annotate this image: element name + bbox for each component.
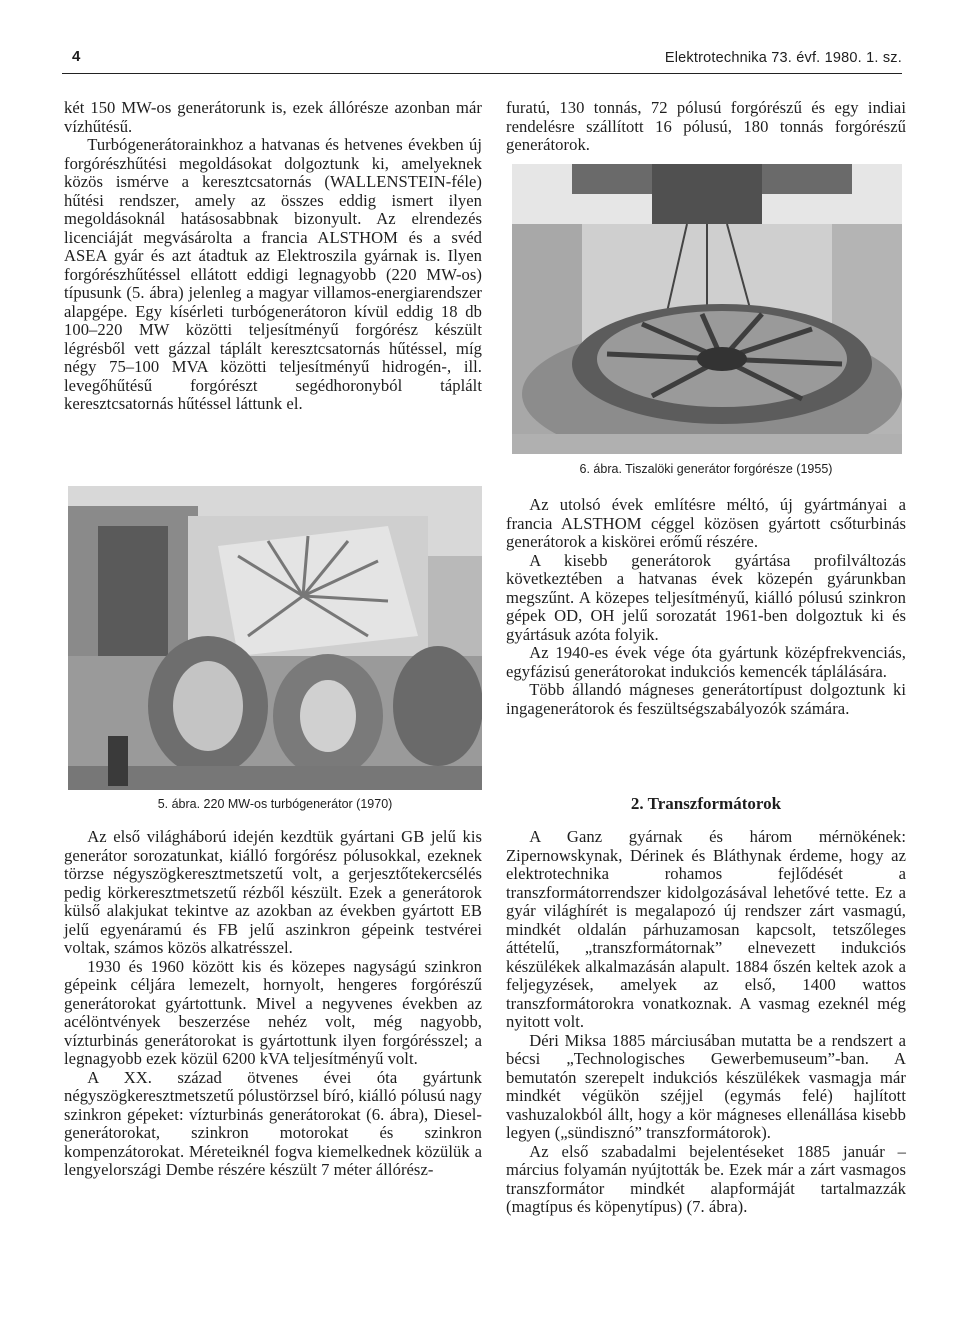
paragraph: A Ganz gyárnak és három mérnökének: Zipernowskynak, Dérinek és Bláthynak érdeme, hogy az elektrotechnika rohamos fejlődését a transzformátorrendszer kidolgozásával lehetővé tette. Ez a gyár világhírét is megalapozó új rendszer zárt vasmagú, mindkét oldalán párhuzamosan kapcsolt, tetszőleges áttételű, „transzformátornak” elnevezett indukciós készülékek alkalmazásán alapult. 1884 őszén keltek azok a feljegyzések, amelyek az első, 1400 wattos transzformátorokra vonatkoznak. A vasmag ezeknél még nyitott volt. (506, 827, 906, 1031)
paragraph: Az 1940-es évek vége óta gyártunk középfrekvenciás, egyfázisú generátorokat indukciós kemencék táplálására. (506, 643, 906, 681)
section-heading: 2. Transzformátorok (630, 794, 782, 813)
figure-6-caption: 6. ábra. Tiszalöki generátor forgórésze (1955) (579, 462, 833, 476)
journal-citation: Elektrotechnika 73. évf. 1980. 1. sz. (664, 50, 902, 66)
page-number: 4 (72, 48, 81, 65)
paragraph: Az első szabadalmi bejelentéseket 1885 január – március folyamán nyújtották be. Ezek már a zárt vasmagos transzformátor mindkét alapformáját tartalmazzák (magtípus és köpenytípus) (7. ábra). (506, 1141, 906, 1216)
figure-5-caption: 5. ábra. 220 MW-os turbógenerátor (1970) (157, 797, 393, 811)
paragraph: két 150 MW-os generátorunk is, ezek állórésze azonban már vízhűtésű. (64, 98, 482, 136)
left-column-bottom-text (64, 828, 482, 1180)
paragraph: A XX. század ötvenes évei óta gyártunk négyszögkeresztmetszetű pólustörzsel bíró, kiálló pólusú nagy szinkron gépeket: vízturbinás generátorokat (6. ábra), Diesel-generátorokat, szinkron motorokat és szinkron kompenzátorokat. Méreteiknél fogva kiemelkednek közülük a lengyelországi Dembe részére készült 7 méter állórész- (64, 1067, 482, 1179)
figure-6-rotor-photo (512, 164, 902, 454)
figure-5-turbogenerator-photo (68, 486, 482, 790)
paragraph: Déri Miksa 1885 márciusában mutatta be a rendszert a bécsi „Technologisches Gewerbemuseum”-ban. A bemutatón szerepelt indukciós készülékek vasmagja már mindkét végükön széjjel (egymás felé) hajlított vashuzalokból állt, hogy a kör mágneses ellenállása kisebb legyen („sündisznó” transzformátorok). (506, 1030, 906, 1142)
right-column-top-text (506, 99, 906, 155)
paragraph: Az utolsó évek említésre méltó, új gyártmányai a francia ALSTHOM céggel közösen gyártott csőturbinás generátorok a kiskörei erőmű részére. (506, 495, 906, 551)
right-column-middle-text (506, 496, 906, 718)
paragraph: furatú, 130 tonnás, 72 pólusú forgórészű és egy indiai rendelésre szállított 16 pólusú, 180 tonnás forgórészű generátorok. (506, 98, 906, 154)
paragraph: Több állandó mágneses generátortípust dolgoztunk ki ingagenerátorok és feszültségszabályozók számára. (506, 680, 906, 718)
paragraph: Az első világháború idején kezdtük gyártani GB jelű kis generátor sorozatunkat, kiálló forgórész pólusokkal, ezeknek törzse négyszögkeresztmetszetű volt, a gerjesztőtekercsélés pedig körkeresztmetszetű rézből készült. Ezek a generátorok külső alakjukat tekintve az azokban az években gyártott EB jelű egyenáramú és FB jelű aszinkron gépeink testvérei voltak, számos közös alkatrésszel. (64, 827, 482, 957)
paragraph: 1930 és 1960 között kis és közepes nagyságú szinkron gépeink céljára lemezelt, hornyolt, hengeres forgórészű generátorokat gyártottunk. Mivel a negyvenes években az acélöntvények beszerzése nehéz volt, még nagyobb, vízturbinás generátorokat is gyártottunk ilyen forgórésszel; a legnagyobb ezek közül 6200 kVA teljesítményű volt. (64, 956, 482, 1068)
running-header (62, 48, 902, 70)
paragraph: Turbógenerátorainkhoz a hatvanas és hetvenes években új forgórészhűtési megoldásokat dolgoztunk ki, amelyeknek közös ismérve a keresztcsatornás (WALLENSTEIN-féle) hűtési rendszer, amely az összes eddig ismert ilyen megoldásoknál hatásosabbnak bizonyult. Az elrendezés licenciáját megvásárolta a francia ALSTHOM és a svéd ASEA gyár és azt átadtuk az Elektroszila gyárnak is. Ilyen forgórészhűtéssel ellátott eddigi legnagyobb (220 MW-os) típusunk (5. ábra) jelenleg a magyar villamos-energiarendszer alapgépe. Egy kísérleti turbógenerátoron kívül eddig 18 db 100–220 MW közötti teljesítményű forgórész készült légrésből vett gázzal táplált keresztcsatornás hűtéssel, míg négy 75–100 MVA közötti teljesítményű hidrogén-, ill. levegőhűtésű forgórészt segédhoronyból táplált keresztcsatornás hűtéssel láttunk el. (64, 135, 482, 413)
paragraph: A kisebb generátorok gyártása profilváltozás következtében a hatvanas évek közepén gyárunkban megszűnt. A közepes teljesítményű, kiálló pólusú szinkron gépek OD, OH jelű sorozatát 1961-ben dolgoztuk ki és gyártásuk azóta folyik. (506, 550, 906, 644)
right-column-bottom-text (506, 828, 906, 1217)
header-rule (62, 73, 902, 74)
left-column-top-text (64, 99, 482, 414)
